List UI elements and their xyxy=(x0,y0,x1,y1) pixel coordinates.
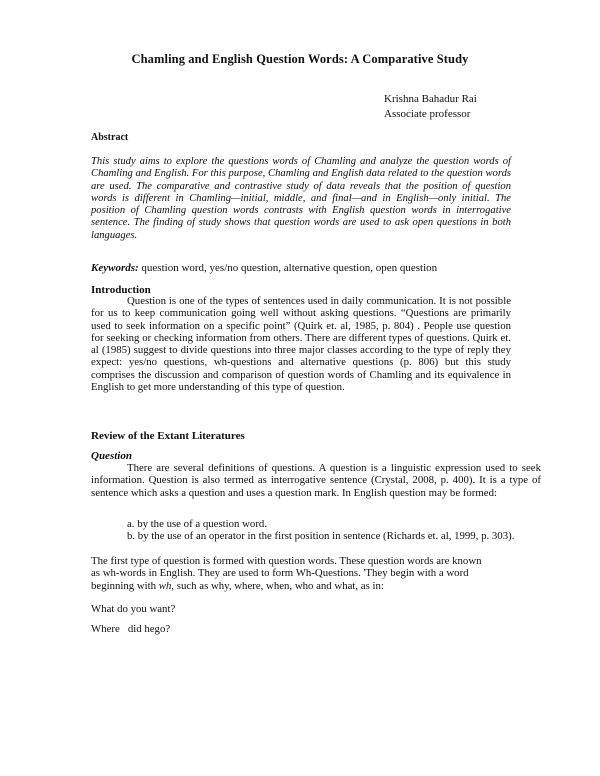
abstract-heading: Abstract xyxy=(91,132,129,143)
paragraph-line-1: The first type of question is formed with question words. These question words are known xyxy=(91,555,482,567)
example-sentence-2: Where did hego? xyxy=(91,623,171,635)
question-paragraph xyxy=(91,462,541,499)
introduction-text: Question is one of the types of sentences used in daily communication. It is not possible for us to keep communication going well without asking questions. “Questions are primarily used to seek information on a specific point” (Quirk et. al, 1985, p. 804) . People use question for seeking or checking information from others. There are different types of questions. Quirk et. al (1985) suggest to divide questions into three major classes according to the type of reply they expect: yes/no questions, wh-questions and alternative questions (p. 806) but this study comprises the discussion and comparison of question words of Chamling and its equivalence in English to get more understanding of this type of question. xyxy=(91,295,511,394)
paper-title: Chamling and English Question Words: A Comparative Study xyxy=(131,52,469,66)
question-text: There are several definitions of questions. A question is a linguistic expression used to seek information. Question is also termed as interrogative sentence (Crystal, 2008, p. 400). It is a type of sentence which asks a question and uses a question mark. In English question may be formed: xyxy=(91,462,541,499)
line3-emphasis: wh xyxy=(158,579,172,592)
abstract-text: This study aims to explore the questions words of Chamling and analyze the question words of Chamling and English. For this purpose, Chamling and English data related to the question words are used. The comparative and contrastive study of data reveals that the position of question words is different in Chamling—initial, middle, and final—and in English—only initial. The position of Chamling question words contrasts with English question words in interrogative sentence. The finding of study shows that question words are used to ask open questions in both languages. xyxy=(91,156,511,241)
author-position: Associate professor xyxy=(384,108,471,120)
introduction-heading: Introduction xyxy=(91,284,151,296)
line3-end: , such as why, where, when, who and what, as in: xyxy=(171,579,384,592)
example-sentence-1: What do you want? xyxy=(91,603,176,615)
list-item-a: a. by the use of a question word. xyxy=(127,518,268,530)
paragraph-line-3 xyxy=(91,580,541,592)
question-subheading: Question xyxy=(91,450,132,462)
author-name: Krishna Bahadur Rai xyxy=(384,93,477,105)
paragraph-line-2: as wh-words in English. They are used to form Wh-Questions. 'They begin with a word xyxy=(91,567,469,580)
wh-words-paragraph xyxy=(91,555,541,592)
introduction-paragraph xyxy=(91,295,511,393)
keywords-line xyxy=(91,262,531,274)
keywords-text: question word, yes/no question, alternative question, open question xyxy=(138,262,438,274)
line3-start: beginning with xyxy=(91,579,159,592)
review-heading: Review of the Extant Literatures xyxy=(91,430,245,442)
list-item-b: b. by the use of an operator in the first position in sentence (Richards et. al, 1999, p. 303). xyxy=(127,530,515,542)
keywords-label: Keywords: xyxy=(91,262,139,274)
author-block xyxy=(384,92,477,122)
